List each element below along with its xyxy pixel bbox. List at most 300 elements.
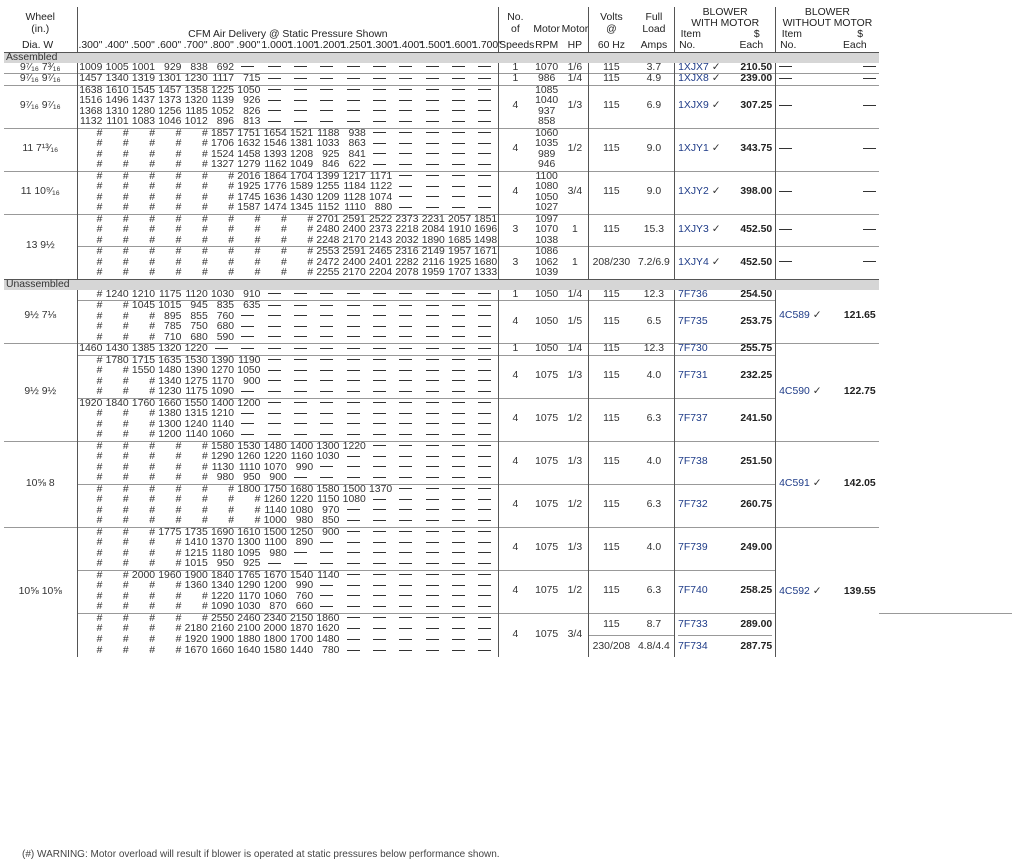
cfm-value [367,441,393,452]
cfm-value: # [201,224,208,235]
cfm-value [472,409,498,420]
cfm-value: 692 [216,61,235,73]
volts-value: 230/208 [589,635,634,657]
cfm-value: 1256 [158,105,182,117]
item-number[interactable]: 7F736 [678,288,708,300]
cfm-value: 1200 [263,580,287,591]
cfm-value [419,484,445,495]
cfm-value: 929 [164,61,182,73]
cfm-value [446,96,472,107]
cfm-value: 950 [216,558,235,569]
dash-mark [320,370,333,371]
item2-cell [776,74,823,86]
cfm-value [446,150,472,161]
cfm-value: 925 [243,558,261,569]
dash-mark [373,542,386,543]
cfm-value: 813 [243,116,261,127]
cfm-value: 1083 [131,116,156,127]
cfm-value [288,301,314,312]
dash-mark [426,315,439,316]
cfm-value [419,182,445,193]
item-number[interactable]: 7F739 [678,542,708,554]
cfm-value: # [96,288,103,300]
cfm-value: # [149,429,156,440]
cfm-value [446,398,472,409]
amps-value: 9.0 [634,128,675,171]
dash-mark [241,423,254,424]
cfm-value [393,570,419,581]
cfm-value: # [175,537,182,548]
dash-mark [347,563,360,564]
cfm-value: # [149,494,156,505]
cfm-value: 1925 [448,256,472,268]
amps-value: 4.8/4.4 [634,635,675,657]
wheel-size: 9⁷⁄₁₆ 7³⁄₁₆ [4,63,77,74]
cfm-value [446,160,472,171]
cfm-value: 1009 [79,61,103,73]
cfm-value [340,613,366,624]
dash-mark [426,628,439,629]
cfm-value: 1074 [369,191,393,203]
dash-mark [373,413,386,414]
item-number[interactable]: 1XJX8 [678,73,709,84]
cfm-value [261,559,287,570]
item-number[interactable]: 1XJX7 [678,61,709,73]
dash-mark [268,100,281,101]
dash-mark [452,542,465,543]
dash-mark [399,359,412,360]
dash-mark [320,293,333,294]
cfm-value [393,506,419,517]
dash-mark [426,66,439,67]
cfm-value [419,538,445,549]
cfm-value: 1188 [314,128,340,139]
cfm-value [340,646,366,657]
dash-mark [452,628,465,629]
dash-mark [426,563,439,564]
item-number[interactable]: 7F732 [678,499,708,511]
cfm-value: 1162 [264,159,287,170]
cfm-value: 1390 [184,365,208,376]
cfm-value: 2522 [367,214,393,225]
cfm-value: 1707 [448,267,472,278]
cfm-value: 2078 [395,267,419,278]
dash-mark [399,110,412,111]
dash-mark [347,370,360,371]
dash-mark [399,542,412,543]
cfm-value: # [149,191,156,203]
item-number[interactable]: 7F738 [678,456,708,468]
dash-mark [426,196,439,197]
dash-mark [478,413,491,414]
cfm-value: 1255 [316,181,340,192]
dash-mark [347,359,360,360]
amps-value-stack [634,614,675,657]
pressure-header: 1.700" [472,40,502,51]
dash-mark [478,164,491,165]
dash-mark [426,488,439,489]
cfm-value: 1170 [211,375,235,387]
dash-mark [478,402,491,403]
cfm-value: 1210 [210,408,235,419]
dash-mark [241,315,254,316]
dash-mark [452,488,465,489]
cfm-value [446,495,472,506]
price-value: 452.50 [721,247,776,280]
cfm-value: 1381 [289,138,314,149]
rpm-header [532,7,562,40]
dash-mark [399,617,412,618]
dash-mark [373,336,386,337]
cfm-value: 1220 [210,590,235,602]
dash-mark [478,552,491,553]
cfm-value: 1735 [182,527,208,538]
volts-value: 115 [589,398,634,441]
cfm-value: # [182,214,208,225]
dash-mark [478,100,491,101]
cfm-value: # [201,504,208,516]
dash-mark [452,315,465,316]
dash-mark [347,650,360,651]
dash-mark [320,66,333,67]
cfm-value: # [149,451,156,462]
cfm-value [288,430,314,441]
cfm-value: 1696 [474,224,498,235]
wheel-size: 11 10⁹⁄₁₆ [4,171,77,214]
dash-mark [399,132,412,133]
cfm-value: 900 [269,472,287,483]
item-number[interactable]: 1XJY2 [678,186,709,198]
cfm-value [446,430,472,441]
dash-mark [373,628,386,629]
cfm-value [314,63,340,74]
dash-mark [426,542,439,543]
dash-mark [399,121,412,122]
cfm-value: 1460 [77,344,103,356]
cfm-value [261,301,287,312]
cfm-value: 950 [243,472,261,483]
dash-mark [373,380,386,381]
cfm-value: # [149,408,156,419]
cfm-value [393,171,419,182]
cfm-value: 1860 [314,613,340,624]
cfm-value: 680 [216,321,235,332]
dash-mark [294,305,307,306]
rpm-value: 1086 [535,246,559,257]
dash-mark [452,132,465,133]
cfm-value: # [307,234,314,246]
cfm-value [314,473,340,484]
rpm-cell [532,344,562,356]
rpm-value: 1085 [535,84,559,96]
dash-mark [426,89,439,90]
cfm-value: 1373 [158,95,182,106]
cfm-value: # [122,234,129,246]
cfm-value: 1140 [211,418,235,430]
dash-mark [347,456,360,457]
item-number[interactable]: 1XJY3 [678,224,709,235]
cfm-value: 2170 [342,267,366,278]
cfm-value [393,495,419,506]
pressure-header: 1.100" [287,40,318,51]
volts-value: 115 [589,344,634,356]
cfm-value [446,312,472,323]
dash-mark [294,89,307,90]
cfm-value [288,312,314,323]
dash-mark [478,359,491,360]
cfm-value: # [77,355,103,366]
dash-mark [452,164,465,165]
dash-mark [268,413,281,414]
amps-value: 6.3 [634,570,675,613]
dash-mark [478,434,491,435]
wheel-size: 9⁷⁄₁₆ 9⁷⁄₁₆ [4,74,77,86]
dash-mark [452,639,465,640]
cfm-value: # [96,504,103,516]
cfm-value [419,592,445,603]
cfm-value: # [149,138,156,149]
cfm-value: # [201,472,208,483]
item-number[interactable]: 7F740 [678,585,708,597]
item-number[interactable]: 7F730 [678,343,708,354]
cfm-value [393,602,419,613]
cfm-value [314,355,340,366]
dash-mark [294,423,307,424]
cfm-value [472,398,498,409]
cfm-value [367,63,393,74]
cfm-value: # [122,580,129,591]
cfm-value: # [96,418,103,430]
item2-number[interactable]: 4C589 [779,310,810,321]
cfm-value: 1516 [79,95,103,106]
cfm-value: # [175,558,182,569]
item-number[interactable]: 1XJX9 [678,100,709,112]
dash-mark [399,153,412,154]
price2-cell [945,613,1012,657]
amps-value: 6.5 [634,301,675,344]
amps-header-line3: Amps [634,40,675,52]
cfm-value [367,150,393,161]
dash-mark [399,89,412,90]
amps-value: 6.9 [634,85,675,128]
cfm-value [446,366,472,377]
dash-mark [347,542,360,543]
cfm-value: # [228,224,235,235]
cfm-value: 1080 [342,494,366,505]
cfm-value: 2100 [237,623,261,635]
dash-mark [347,110,360,111]
hp-value: 1/3 [562,355,589,398]
item2-number[interactable]: 4C592 [779,585,810,597]
dash-mark [241,348,254,349]
cfm-value [235,312,261,323]
cfm-value: 1864 [261,171,287,182]
cfm-value: 938 [340,128,366,139]
cfm-value [261,74,287,86]
dash-mark [347,423,360,424]
cfm-value [472,538,498,549]
cfm-value [393,581,419,592]
cfm-value: # [149,321,156,332]
dash-mark [347,520,360,521]
item2-number[interactable]: 4C590 [779,386,810,397]
cfm-value [419,409,445,420]
rpm-value: 1060 [535,127,559,139]
price2-cell [823,344,879,442]
cfm-value: 1458 [237,148,261,160]
cfm-value: 2057 [446,214,472,225]
cfm-value: # [228,256,235,268]
cfm-value [235,63,261,74]
price2-cell [823,63,879,74]
speeds-value: 4 [499,570,532,613]
cfm-value: 1580 [209,441,235,452]
cfm-value [472,150,498,161]
cfm-value: # [149,623,156,635]
cfm-value [367,430,393,441]
cfm-value: # [77,570,103,581]
cfm-value: 1530 [182,355,208,366]
cfm-value: 1240 [184,418,208,430]
item-number[interactable]: 1XJY4 [678,256,709,268]
dash-mark [347,89,360,90]
hp-value: 1/4 [562,290,589,301]
item-cell [675,570,721,613]
dash-mark [399,650,412,651]
cfm-value [340,355,366,366]
dash-mark [452,509,465,510]
pressure-header: 1.000" [261,40,292,51]
item2-number[interactable]: 4C591 [779,477,810,489]
dash-mark [399,402,412,403]
cfm-value: 1208 [289,148,314,160]
item-number[interactable]: 7F731 [678,370,708,382]
dash-mark [399,164,412,165]
dash-mark [399,315,412,316]
cfm-value: 1580 [314,484,340,495]
cfm-value: # [209,247,235,258]
hp-value: 1/2 [562,484,589,527]
cfm-value: 1370 [367,484,393,495]
cfm-value [367,107,393,118]
cfm-value [340,387,366,398]
cfm-value: 1760 [130,398,156,409]
cfm-value [314,107,340,118]
price2-cell [823,290,879,344]
cfm-value: 750 [190,321,208,332]
cfm-value [419,570,445,581]
cfm-value [446,290,472,301]
cfm-value [393,366,419,377]
cfm-value: 2373 [393,214,419,225]
cfm-value: # [77,171,103,182]
cfm-value: # [254,504,261,516]
cfm-value: 1080 [289,504,314,516]
dash-mark [320,595,333,596]
cfm-value: 2143 [369,234,393,246]
cfm-value: 2472 [316,256,340,268]
cfm-value: 1060 [263,590,287,602]
dash-mark [399,509,412,510]
cfm-value: # [96,472,103,483]
cfm-value [367,559,393,570]
cfm-value: # [228,494,235,505]
item2-cell [776,344,823,442]
cfm-value [340,602,366,613]
table-row [4,527,1012,538]
dash-mark [373,143,386,144]
item-cell [675,527,721,570]
rpm-value: 1075 [535,628,559,640]
amps-value: 3.7 [634,63,675,74]
rpm-header-line1: Motor [533,23,560,35]
cfm-value [314,398,340,409]
dash-mark [373,531,386,532]
cfm-value: # [209,171,235,182]
check-icon: ✓ [812,585,822,597]
cfm-value: # [175,234,182,246]
cfm-value: # [122,159,129,170]
cfm-value: # [149,386,156,397]
item-number[interactable]: 1XJY1 [678,143,709,155]
dash-mark [452,402,465,403]
item-number[interactable]: 7F737 [678,413,708,425]
dash-mark [452,153,465,154]
cfm-value [419,377,445,388]
cfm-value: # [307,267,314,278]
cfm-value: # [182,613,208,624]
cfm-value: 1220 [263,451,287,462]
dash-mark [373,100,386,101]
dash-mark [399,66,412,67]
dash-mark [347,413,360,414]
cfm-value [472,420,498,431]
dash-mark [452,196,465,197]
cfm-value [314,377,340,388]
cfm-value: 1857 [209,128,235,139]
cfm-value: # [149,267,156,278]
cfm-value [314,74,340,86]
cfm-value: 2282 [395,256,419,268]
cfm-value: # [149,224,156,235]
cfm-value: 1005 [105,61,129,73]
cfm-value: # [77,128,103,139]
cfm-value: 1319 [130,74,156,86]
dash-mark [320,89,333,90]
check-icon: ✓ [812,477,822,489]
cfm-value: # [122,472,129,483]
pressure-header: 1.600" [445,40,476,51]
dash-mark [478,336,491,337]
dash-mark [478,423,491,424]
speeds-value: 4 [499,484,532,527]
cfm-value: # [175,515,182,526]
cfm-value: 1400 [288,441,314,452]
cfm-value [419,387,445,398]
cfm-value [419,506,445,517]
cfm-value: 2000 [130,570,156,581]
dash-mark [426,293,439,294]
dash-mark [478,380,491,381]
cfm-value: 1430 [289,191,314,203]
cfm-value [472,581,498,592]
cfm-value: 1150 [317,494,340,505]
item-number[interactable]: 7F735 [678,315,708,327]
speeds-value: 4 [499,301,532,344]
cfm-value [393,150,419,161]
dash-mark [347,477,360,478]
dash-mark [294,563,307,564]
